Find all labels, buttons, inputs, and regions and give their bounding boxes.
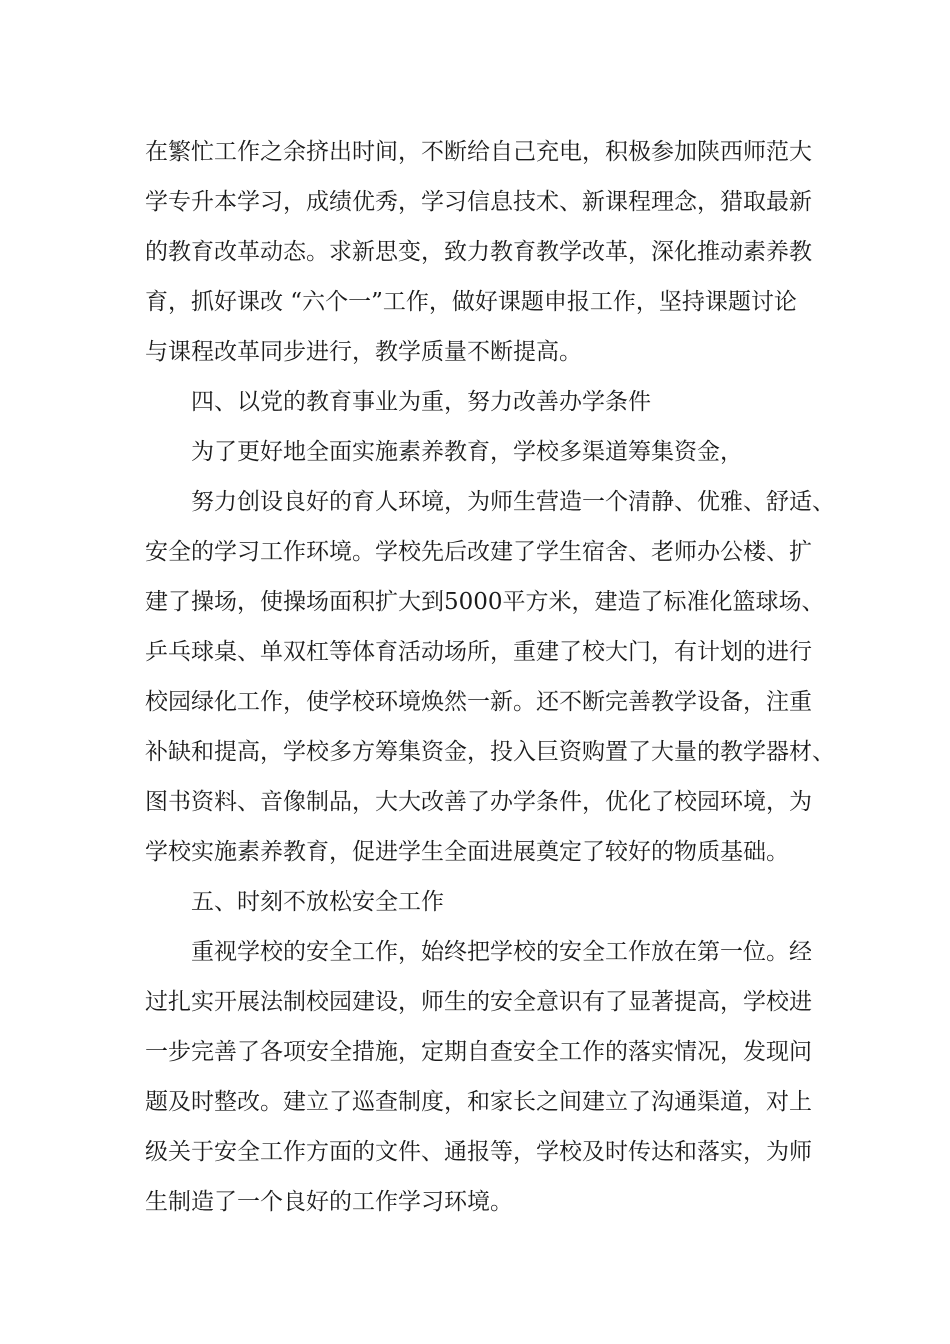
text-line: 级关于安全工作方面的文件、通报等，学校及时传达和落实，为师 bbox=[145, 1139, 812, 1165]
text-line: 学专升本学习，成绩优秀，学习信息技术、新课程理念，猎取最新 bbox=[145, 189, 812, 215]
text-line: 重视学校的安全工作，始终把学校的安全工作放在第一位。经 bbox=[191, 939, 812, 965]
text-line: 安全的学习工作环境。学校先后改建了学生宿舍、老师办公楼、扩 bbox=[145, 539, 812, 565]
text-line: 与课程改革同步进行，教学质量不断提高。 bbox=[145, 339, 582, 365]
text-line: 校园绿化工作，使学校环境焕然一新。还不断完善教学设备，注重 bbox=[145, 689, 812, 715]
section-heading: 五、时刻不放松安全工作 bbox=[191, 889, 444, 915]
text-line: 补缺和提高，学校多方筹集资金，投入巨资购置了大量的教学器材、 bbox=[145, 739, 835, 765]
text-line: 题及时整改。建立了巡查制度，和家长之间建立了沟通渠道，对上 bbox=[145, 1089, 812, 1115]
text-line: 乒乓球桌、单双杠等体育活动场所，重建了校大门，有计划的进行 bbox=[145, 639, 812, 665]
section-heading: 四、以党的教育事业为重，努力改善办学条件 bbox=[191, 389, 651, 415]
text-line: 过扎实开展法制校园建设，师生的安全意识有了显著提高，学校进 bbox=[145, 989, 812, 1015]
text-line: 生制造了一个良好的工作学习环境。 bbox=[145, 1189, 513, 1215]
text-line: 的教育改革动态。求新思变，致力教育教学改革，深化推动素养教 bbox=[145, 239, 812, 265]
text-line: 为了更好地全面实施素养教育，学校多渠道筹集资金， bbox=[191, 439, 743, 465]
text-line: 育，抓好课改 “六个一”工作，做好课题申报工作，坚持课题讨论 bbox=[145, 289, 797, 315]
text-line: 图书资料、音像制品，大大改善了办学条件，优化了校园环境，为 bbox=[145, 789, 812, 815]
text-line: 学校实施素养教育，促进学生全面进展奠定了较好的物质基础。 bbox=[145, 839, 789, 865]
text-line: 在繁忙工作之余挤出时间，不断给自己充电，积极参加陕西师范大 bbox=[145, 139, 812, 165]
text-line: 努力创设良好的育人环境，为师生营造一个清静、优雅、舒适、 bbox=[191, 489, 835, 515]
text-line: 一步完善了各项安全措施，定期自查安全工作的落实情况，发现问 bbox=[145, 1039, 812, 1065]
text-line: 建了操场，使操场面积扩大到5000平方米，建造了标准化篮球场、 bbox=[145, 589, 825, 615]
